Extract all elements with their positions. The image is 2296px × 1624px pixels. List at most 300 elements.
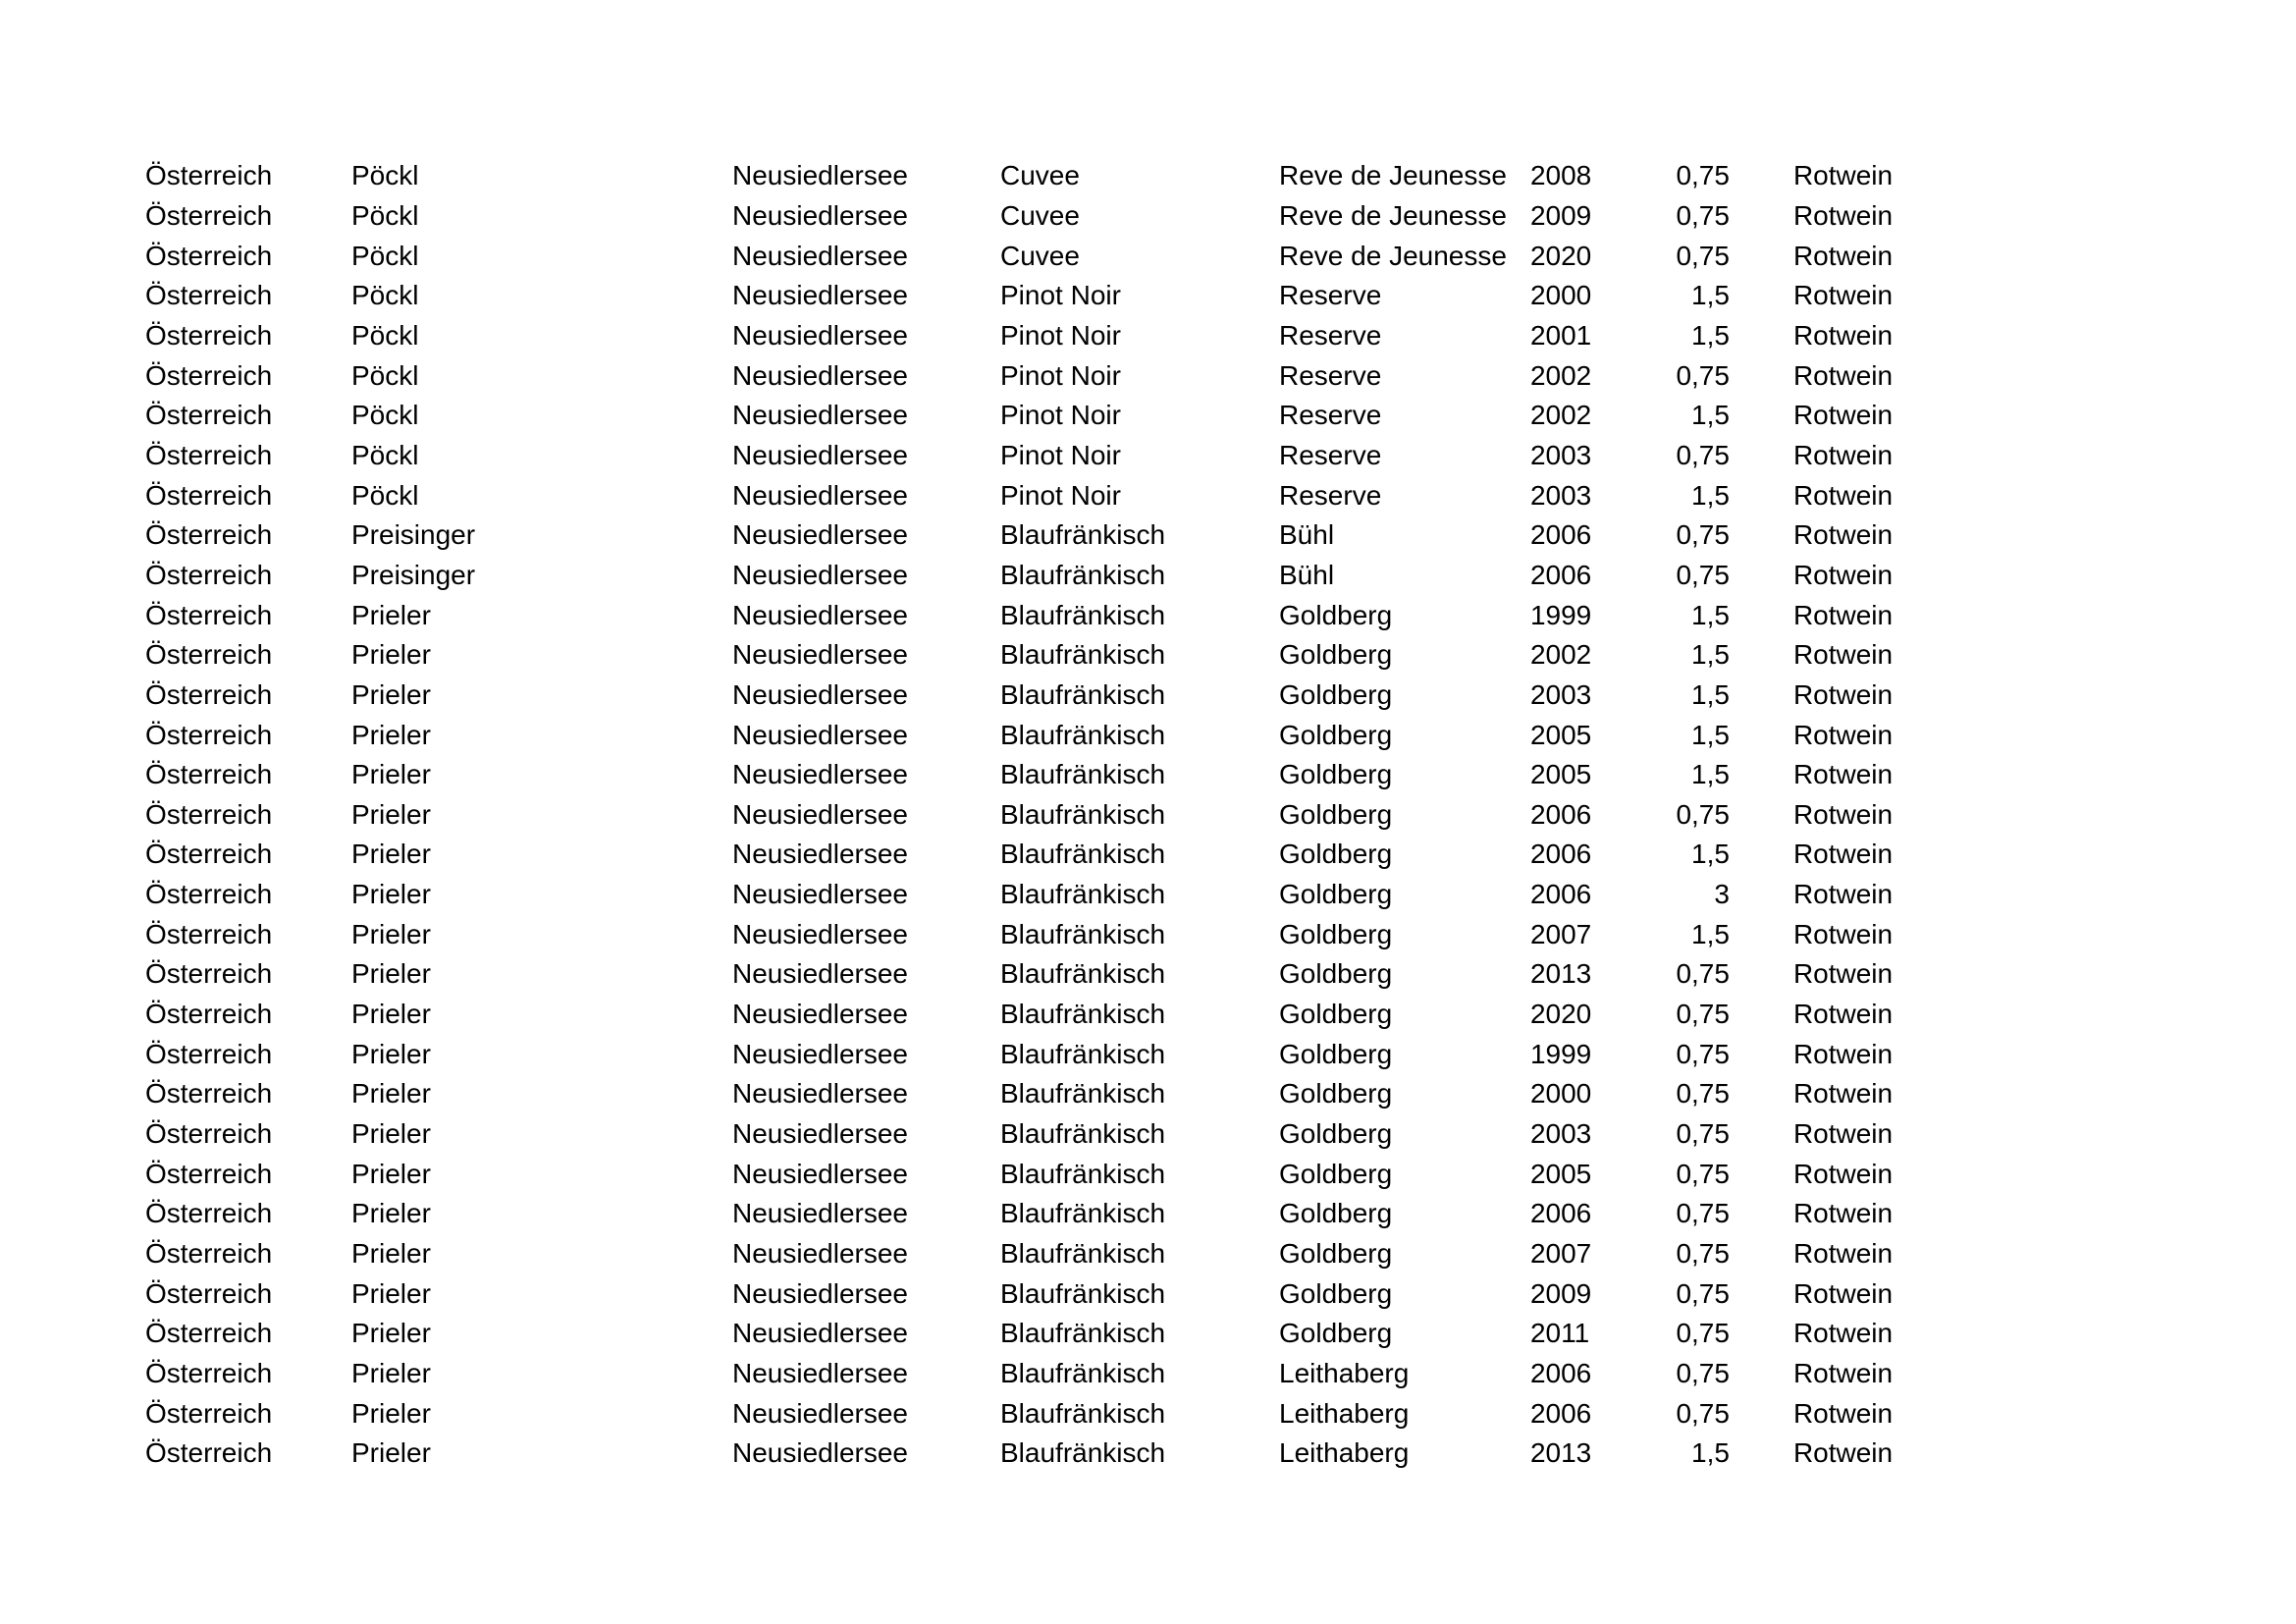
cell-bottle-size: 0,75 bbox=[1676, 1238, 1730, 1270]
cell-spacer bbox=[1730, 355, 1793, 396]
cell-producer: Prieler bbox=[351, 1437, 431, 1469]
cell-wine-type: Rotwein bbox=[1792, 1358, 1894, 1389]
cell-country: Österreich bbox=[145, 199, 273, 231]
cell-region: Neusiedlersee bbox=[732, 1238, 908, 1270]
table-row bbox=[145, 236, 1931, 276]
table-row bbox=[145, 835, 1931, 875]
cell-spacer bbox=[1730, 436, 1793, 476]
cell-site: Leithaberg bbox=[1279, 1437, 1410, 1469]
cell-site: Goldberg bbox=[1279, 1318, 1393, 1349]
cell-grape: Blaufränkisch bbox=[1000, 559, 1166, 590]
cell-region: Neusiedlersee bbox=[732, 1158, 908, 1189]
cell-site: Reve de Jeunesse bbox=[1279, 240, 1507, 271]
cell-year: 1999 bbox=[1529, 1038, 1592, 1069]
cell-country: Österreich bbox=[145, 1397, 273, 1429]
cell-bottle-size: 0,75 bbox=[1676, 359, 1730, 391]
cell-wine-type: Rotwein bbox=[1792, 958, 1894, 990]
cell-site: Reserve bbox=[1279, 280, 1382, 311]
cell-site: Goldberg bbox=[1279, 918, 1393, 949]
cell-producer: Pöckl bbox=[351, 280, 419, 311]
cell-spacer bbox=[1730, 914, 1793, 954]
cell-grape: Blaufränkisch bbox=[1000, 1198, 1166, 1229]
cell-spacer bbox=[1730, 1114, 1793, 1155]
cell-country: Österreich bbox=[145, 798, 273, 830]
cell-spacer bbox=[1730, 475, 1793, 515]
cell-spacer bbox=[1730, 1194, 1793, 1234]
cell-site: Goldberg bbox=[1279, 1277, 1393, 1309]
cell-bottle-size: 0,75 bbox=[1676, 1397, 1730, 1429]
cell-wine-type: Rotwein bbox=[1792, 879, 1894, 910]
cell-year: 2003 bbox=[1529, 439, 1592, 470]
cell-region: Neusiedlersee bbox=[732, 439, 908, 470]
cell-region: Neusiedlersee bbox=[732, 519, 908, 551]
cell-bottle-size: 0,75 bbox=[1676, 240, 1730, 271]
cell-year: 2002 bbox=[1529, 639, 1592, 671]
cell-site: Goldberg bbox=[1279, 958, 1393, 990]
cell-spacer bbox=[1730, 954, 1793, 995]
cell-grape: Blaufränkisch bbox=[1000, 759, 1166, 790]
table-row bbox=[145, 914, 1931, 954]
cell-wine-type: Rotwein bbox=[1792, 1118, 1894, 1150]
cell-bottle-size: 1,5 bbox=[1691, 280, 1730, 311]
cell-year: 2013 bbox=[1529, 1437, 1592, 1469]
cell-grape: Pinot Noir bbox=[1000, 400, 1121, 431]
cell-grape: Blaufränkisch bbox=[1000, 599, 1166, 630]
cell-year: 2006 bbox=[1529, 839, 1592, 870]
cell-country: Österreich bbox=[145, 160, 273, 191]
cell-producer: Pöckl bbox=[351, 400, 419, 431]
cell-grape: Cuvee bbox=[1000, 160, 1080, 191]
table-row bbox=[145, 556, 1931, 596]
cell-bottle-size: 0,75 bbox=[1676, 1078, 1730, 1110]
cell-site: Goldberg bbox=[1279, 678, 1393, 710]
cell-wine-type: Rotwein bbox=[1792, 798, 1894, 830]
cell-spacer bbox=[1730, 156, 1793, 196]
cell-wine-type: Rotwein bbox=[1792, 999, 1894, 1030]
cell-producer: Prieler bbox=[351, 839, 431, 870]
cell-region: Neusiedlersee bbox=[732, 400, 908, 431]
cell-country: Österreich bbox=[145, 1158, 273, 1189]
cell-site: Goldberg bbox=[1279, 1198, 1393, 1229]
cell-producer: Prieler bbox=[351, 918, 431, 949]
cell-region: Neusiedlersee bbox=[732, 1198, 908, 1229]
table-row bbox=[145, 355, 1931, 396]
cell-country: Österreich bbox=[145, 359, 273, 391]
cell-country: Österreich bbox=[145, 240, 273, 271]
cell-region: Neusiedlersee bbox=[732, 1277, 908, 1309]
cell-producer: Prieler bbox=[351, 1358, 431, 1389]
cell-country: Österreich bbox=[145, 559, 273, 590]
cell-grape: Cuvee bbox=[1000, 240, 1080, 271]
cell-year: 2005 bbox=[1529, 1158, 1592, 1189]
cell-producer: Prieler bbox=[351, 1397, 431, 1429]
cell-year: 2000 bbox=[1529, 1078, 1592, 1110]
cell-bottle-size: 0,75 bbox=[1676, 958, 1730, 990]
cell-bottle-size: 0,75 bbox=[1676, 1198, 1730, 1229]
cell-region: Neusiedlersee bbox=[732, 1118, 908, 1150]
cell-country: Österreich bbox=[145, 479, 273, 511]
cell-year: 2006 bbox=[1529, 798, 1592, 830]
cell-producer: Pöckl bbox=[351, 199, 419, 231]
cell-wine-type: Rotwein bbox=[1792, 319, 1894, 351]
cell-grape: Blaufränkisch bbox=[1000, 678, 1166, 710]
cell-bottle-size: 0,75 bbox=[1676, 519, 1730, 551]
cell-country: Österreich bbox=[145, 759, 273, 790]
cell-year: 2009 bbox=[1529, 1277, 1592, 1309]
cell-site: Reserve bbox=[1279, 479, 1382, 511]
cell-year: 2006 bbox=[1529, 559, 1592, 590]
cell-wine-type: Rotwein bbox=[1792, 199, 1894, 231]
cell-wine-type: Rotwein bbox=[1792, 479, 1894, 511]
cell-wine-type: Rotwein bbox=[1792, 400, 1894, 431]
cell-region: Neusiedlersee bbox=[732, 719, 908, 750]
cell-bottle-size: 1,5 bbox=[1691, 319, 1730, 351]
cell-grape: Blaufränkisch bbox=[1000, 1118, 1166, 1150]
cell-country: Österreich bbox=[145, 439, 273, 470]
cell-grape: Blaufränkisch bbox=[1000, 879, 1166, 910]
cell-site: Goldberg bbox=[1279, 839, 1393, 870]
table-row bbox=[145, 1314, 1931, 1354]
cell-region: Neusiedlersee bbox=[732, 839, 908, 870]
table-row bbox=[145, 795, 1931, 836]
cell-spacer bbox=[1730, 1154, 1793, 1194]
cell-wine-type: Rotwein bbox=[1792, 1198, 1894, 1229]
cell-region: Neusiedlersee bbox=[732, 1437, 908, 1469]
cell-site: Reve de Jeunesse bbox=[1279, 199, 1507, 231]
cell-spacer bbox=[1730, 396, 1793, 436]
cell-producer: Prieler bbox=[351, 1238, 431, 1270]
cell-spacer bbox=[1730, 1234, 1793, 1274]
cell-grape: Pinot Noir bbox=[1000, 359, 1121, 391]
table-row bbox=[145, 1234, 1931, 1274]
cell-year: 2020 bbox=[1529, 999, 1592, 1030]
cell-wine-type: Rotwein bbox=[1792, 678, 1894, 710]
cell-grape: Cuvee bbox=[1000, 199, 1080, 231]
table-row bbox=[145, 196, 1931, 237]
cell-producer: Pöckl bbox=[351, 439, 419, 470]
cell-region: Neusiedlersee bbox=[732, 1078, 908, 1110]
cell-producer: Prieler bbox=[351, 1118, 431, 1150]
cell-producer: Prieler bbox=[351, 678, 431, 710]
cell-country: Österreich bbox=[145, 599, 273, 630]
cell-country: Österreich bbox=[145, 1038, 273, 1069]
cell-site: Bühl bbox=[1279, 559, 1335, 590]
cell-site: Reserve bbox=[1279, 359, 1382, 391]
table-row bbox=[145, 1154, 1931, 1194]
cell-grape: Blaufränkisch bbox=[1000, 839, 1166, 870]
table-row bbox=[145, 595, 1931, 635]
table-row bbox=[145, 316, 1931, 356]
cell-country: Österreich bbox=[145, 1358, 273, 1389]
cell-region: Neusiedlersee bbox=[732, 240, 908, 271]
cell-region: Neusiedlersee bbox=[732, 798, 908, 830]
cell-site: Goldberg bbox=[1279, 798, 1393, 830]
cell-bottle-size: 0,75 bbox=[1676, 1277, 1730, 1309]
cell-region: Neusiedlersee bbox=[732, 1397, 908, 1429]
cell-year: 2006 bbox=[1529, 879, 1592, 910]
cell-country: Österreich bbox=[145, 918, 273, 949]
cell-spacer bbox=[1730, 1273, 1793, 1314]
cell-region: Neusiedlersee bbox=[732, 559, 908, 590]
cell-region: Neusiedlersee bbox=[732, 280, 908, 311]
cell-region: Neusiedlersee bbox=[732, 958, 908, 990]
cell-spacer bbox=[1730, 1314, 1793, 1354]
cell-country: Österreich bbox=[145, 1198, 273, 1229]
cell-country: Österreich bbox=[145, 1277, 273, 1309]
cell-producer: Prieler bbox=[351, 759, 431, 790]
table-row bbox=[145, 995, 1931, 1035]
cell-wine-type: Rotwein bbox=[1792, 759, 1894, 790]
cell-bottle-size: 0,75 bbox=[1676, 160, 1730, 191]
table-row bbox=[145, 1434, 1931, 1474]
cell-country: Österreich bbox=[145, 1437, 273, 1469]
cell-country: Österreich bbox=[145, 319, 273, 351]
table-row bbox=[145, 1393, 1931, 1434]
cell-year: 2002 bbox=[1529, 359, 1592, 391]
cell-grape: Blaufränkisch bbox=[1000, 1277, 1166, 1309]
cell-spacer bbox=[1730, 1074, 1793, 1114]
cell-spacer bbox=[1730, 676, 1793, 716]
cell-country: Österreich bbox=[145, 1318, 273, 1349]
cell-spacer bbox=[1730, 276, 1793, 316]
cell-site: Leithaberg bbox=[1279, 1358, 1410, 1389]
cell-site: Bühl bbox=[1279, 519, 1335, 551]
cell-country: Österreich bbox=[145, 639, 273, 671]
cell-region: Neusiedlersee bbox=[732, 1038, 908, 1069]
cell-country: Österreich bbox=[145, 879, 273, 910]
cell-grape: Pinot Noir bbox=[1000, 439, 1121, 470]
cell-bottle-size: 1,5 bbox=[1691, 759, 1730, 790]
cell-year: 2008 bbox=[1529, 160, 1592, 191]
cell-spacer bbox=[1730, 875, 1793, 915]
cell-producer: Prieler bbox=[351, 1158, 431, 1189]
cell-site: Goldberg bbox=[1279, 1158, 1393, 1189]
cell-bottle-size: 0,75 bbox=[1676, 1118, 1730, 1150]
cell-year: 2002 bbox=[1529, 400, 1592, 431]
cell-country: Österreich bbox=[145, 400, 273, 431]
cell-producer: Prieler bbox=[351, 1078, 431, 1110]
cell-year: 2001 bbox=[1529, 319, 1592, 351]
cell-year: 2003 bbox=[1529, 678, 1592, 710]
cell-region: Neusiedlersee bbox=[732, 599, 908, 630]
cell-site: Goldberg bbox=[1279, 639, 1393, 671]
cell-grape: Blaufränkisch bbox=[1000, 1397, 1166, 1429]
cell-bottle-size: 3 bbox=[1714, 879, 1730, 910]
cell-wine-type: Rotwein bbox=[1792, 639, 1894, 671]
table-row bbox=[145, 1074, 1931, 1114]
table-row bbox=[145, 715, 1931, 755]
cell-bottle-size: 0,75 bbox=[1676, 199, 1730, 231]
cell-site: Reserve bbox=[1279, 439, 1382, 470]
table-row bbox=[145, 635, 1931, 676]
cell-site: Goldberg bbox=[1279, 1038, 1393, 1069]
cell-grape: Blaufränkisch bbox=[1000, 519, 1166, 551]
cell-site: Leithaberg bbox=[1279, 1397, 1410, 1429]
cell-wine-type: Rotwein bbox=[1792, 1437, 1894, 1469]
table-row bbox=[145, 396, 1931, 436]
table-row bbox=[145, 475, 1931, 515]
cell-bottle-size: 1,5 bbox=[1691, 479, 1730, 511]
cell-producer: Prieler bbox=[351, 999, 431, 1030]
cell-region: Neusiedlersee bbox=[732, 678, 908, 710]
cell-wine-type: Rotwein bbox=[1792, 439, 1894, 470]
cell-year: 2005 bbox=[1529, 759, 1592, 790]
cell-wine-type: Rotwein bbox=[1792, 1238, 1894, 1270]
cell-grape: Blaufränkisch bbox=[1000, 1038, 1166, 1069]
cell-producer: Preisinger bbox=[351, 519, 476, 551]
cell-bottle-size: 0,75 bbox=[1676, 798, 1730, 830]
cell-wine-type: Rotwein bbox=[1792, 359, 1894, 391]
cell-country: Österreich bbox=[145, 519, 273, 551]
cell-wine-type: Rotwein bbox=[1792, 719, 1894, 750]
cell-bottle-size: 0,75 bbox=[1676, 559, 1730, 590]
cell-country: Österreich bbox=[145, 1118, 273, 1150]
cell-year: 2013 bbox=[1529, 958, 1592, 990]
cell-year: 2007 bbox=[1529, 918, 1592, 949]
cell-region: Neusiedlersee bbox=[732, 160, 908, 191]
cell-spacer bbox=[1730, 835, 1793, 875]
cell-bottle-size: 1,5 bbox=[1691, 1437, 1730, 1469]
cell-region: Neusiedlersee bbox=[732, 999, 908, 1030]
cell-producer: Prieler bbox=[351, 1038, 431, 1069]
cell-producer: Prieler bbox=[351, 599, 431, 630]
cell-site: Goldberg bbox=[1279, 759, 1393, 790]
cell-year: 2011 bbox=[1529, 1318, 1590, 1349]
table-row bbox=[145, 276, 1931, 316]
table-row bbox=[145, 1034, 1931, 1074]
cell-site: Goldberg bbox=[1279, 1238, 1393, 1270]
cell-site: Reserve bbox=[1279, 319, 1382, 351]
cell-bottle-size: 0,75 bbox=[1676, 1038, 1730, 1069]
cell-producer: Prieler bbox=[351, 1277, 431, 1309]
cell-grape: Blaufränkisch bbox=[1000, 918, 1166, 949]
cell-producer: Pöckl bbox=[351, 319, 419, 351]
cell-year: 2003 bbox=[1529, 1118, 1592, 1150]
cell-bottle-size: 1,5 bbox=[1691, 719, 1730, 750]
cell-wine-type: Rotwein bbox=[1792, 280, 1894, 311]
cell-country: Österreich bbox=[145, 999, 273, 1030]
cell-producer: Pöckl bbox=[351, 240, 419, 271]
cell-year: 2020 bbox=[1529, 240, 1592, 271]
cell-bottle-size: 0,75 bbox=[1676, 1158, 1730, 1189]
cell-bottle-size: 1,5 bbox=[1691, 678, 1730, 710]
wine-table bbox=[145, 156, 1931, 1474]
cell-grape: Blaufränkisch bbox=[1000, 639, 1166, 671]
cell-region: Neusiedlersee bbox=[732, 918, 908, 949]
cell-year: 2006 bbox=[1529, 1198, 1592, 1229]
cell-producer: Prieler bbox=[351, 958, 431, 990]
cell-region: Neusiedlersee bbox=[732, 1318, 908, 1349]
cell-wine-type: Rotwein bbox=[1792, 1078, 1894, 1110]
cell-grape: Blaufränkisch bbox=[1000, 1358, 1166, 1389]
cell-year: 2003 bbox=[1529, 479, 1592, 511]
table-row bbox=[145, 436, 1931, 476]
cell-spacer bbox=[1730, 1434, 1793, 1474]
cell-wine-type: Rotwein bbox=[1792, 1038, 1894, 1069]
cell-spacer bbox=[1730, 635, 1793, 676]
cell-year: 1999 bbox=[1529, 599, 1592, 630]
cell-country: Österreich bbox=[145, 678, 273, 710]
cell-bottle-size: 1,5 bbox=[1691, 839, 1730, 870]
cell-spacer bbox=[1730, 196, 1793, 237]
cell-year: 2000 bbox=[1529, 280, 1592, 311]
cell-spacer bbox=[1730, 316, 1793, 356]
wine-table-body bbox=[145, 156, 1931, 1474]
cell-wine-type: Rotwein bbox=[1792, 559, 1894, 590]
cell-wine-type: Rotwein bbox=[1792, 1277, 1894, 1309]
table-row bbox=[145, 875, 1931, 915]
cell-bottle-size: 0,75 bbox=[1676, 1358, 1730, 1389]
cell-bottle-size: 1,5 bbox=[1691, 400, 1730, 431]
cell-country: Österreich bbox=[145, 280, 273, 311]
cell-grape: Blaufränkisch bbox=[1000, 1437, 1166, 1469]
cell-producer: Prieler bbox=[351, 1198, 431, 1229]
cell-spacer bbox=[1730, 1393, 1793, 1434]
cell-bottle-size: 0,75 bbox=[1676, 439, 1730, 470]
cell-site: Goldberg bbox=[1279, 999, 1393, 1030]
cell-producer: Prieler bbox=[351, 1318, 431, 1349]
cell-wine-type: Rotwein bbox=[1792, 1397, 1894, 1429]
cell-country: Österreich bbox=[145, 839, 273, 870]
cell-producer: Preisinger bbox=[351, 559, 476, 590]
cell-bottle-size: 0,75 bbox=[1676, 999, 1730, 1030]
cell-bottle-size: 0,75 bbox=[1676, 1318, 1730, 1349]
cell-spacer bbox=[1730, 1354, 1793, 1394]
cell-producer: Pöckl bbox=[351, 359, 419, 391]
cell-grape: Blaufränkisch bbox=[1000, 999, 1166, 1030]
table-row bbox=[145, 755, 1931, 795]
cell-producer: Pöckl bbox=[351, 479, 419, 511]
table-row bbox=[145, 1114, 1931, 1155]
cell-region: Neusiedlersee bbox=[732, 1358, 908, 1389]
cell-wine-type: Rotwein bbox=[1792, 839, 1894, 870]
cell-grape: Blaufränkisch bbox=[1000, 1238, 1166, 1270]
cell-producer: Prieler bbox=[351, 798, 431, 830]
cell-year: 2007 bbox=[1529, 1238, 1592, 1270]
cell-spacer bbox=[1730, 715, 1793, 755]
cell-wine-type: Rotwein bbox=[1792, 160, 1894, 191]
cell-region: Neusiedlersee bbox=[732, 879, 908, 910]
cell-site: Goldberg bbox=[1279, 719, 1393, 750]
cell-country: Österreich bbox=[145, 719, 273, 750]
cell-wine-type: Rotwein bbox=[1792, 1158, 1894, 1189]
cell-grape: Blaufränkisch bbox=[1000, 1158, 1166, 1189]
cell-year: 2006 bbox=[1529, 1358, 1592, 1389]
table-row bbox=[145, 156, 1931, 196]
cell-producer: Pöckl bbox=[351, 160, 419, 191]
cell-site: Reserve bbox=[1279, 400, 1382, 431]
cell-producer: Prieler bbox=[351, 639, 431, 671]
table-row bbox=[145, 954, 1931, 995]
cell-spacer bbox=[1730, 755, 1793, 795]
cell-spacer bbox=[1730, 1034, 1793, 1074]
cell-region: Neusiedlersee bbox=[732, 359, 908, 391]
cell-region: Neusiedlersee bbox=[732, 639, 908, 671]
cell-year: 2006 bbox=[1529, 1397, 1592, 1429]
cell-site: Goldberg bbox=[1279, 879, 1393, 910]
table-row bbox=[145, 1273, 1931, 1314]
cell-grape: Blaufränkisch bbox=[1000, 1078, 1166, 1110]
cell-bottle-size: 1,5 bbox=[1691, 918, 1730, 949]
cell-spacer bbox=[1730, 236, 1793, 276]
cell-wine-type: Rotwein bbox=[1792, 918, 1894, 949]
cell-wine-type: Rotwein bbox=[1792, 519, 1894, 551]
cell-spacer bbox=[1730, 556, 1793, 596]
table-row bbox=[145, 515, 1931, 556]
cell-grape: Blaufränkisch bbox=[1000, 1318, 1166, 1349]
cell-grape: Pinot Noir bbox=[1000, 479, 1121, 511]
cell-site: Goldberg bbox=[1279, 1078, 1393, 1110]
